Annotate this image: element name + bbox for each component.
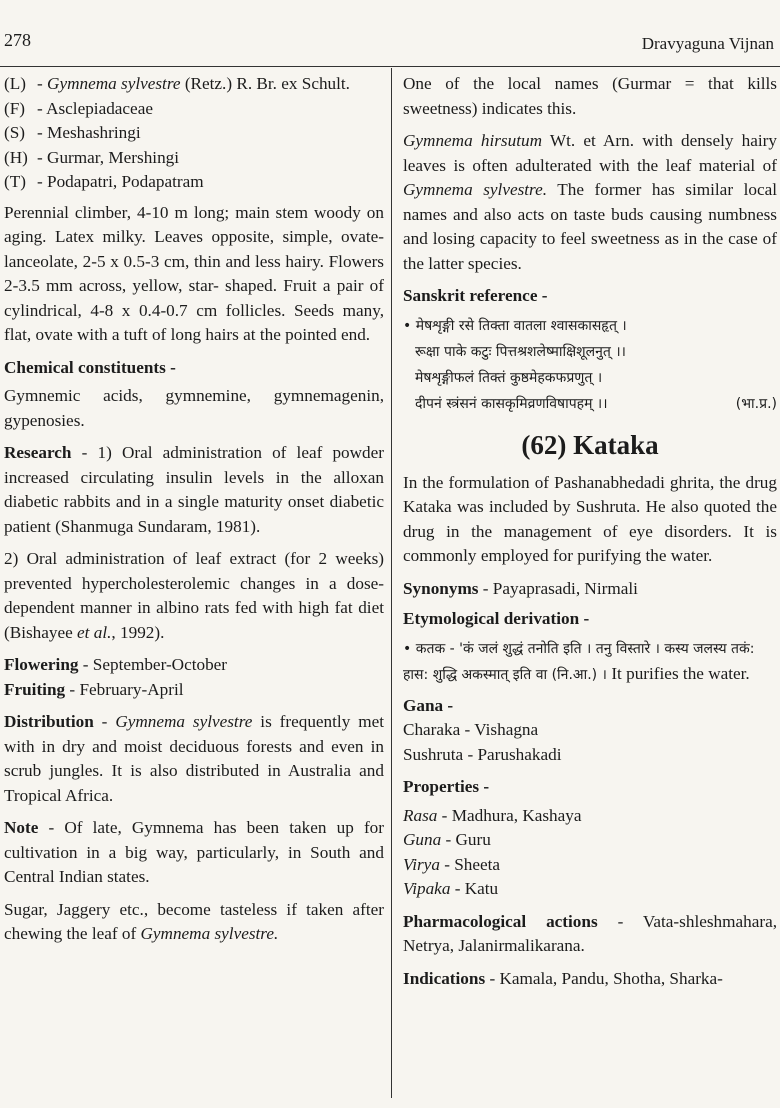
- synonym-sanskrit: (S) - Meshashringi: [4, 123, 141, 142]
- etymology-text: • कतक - 'कं जलं शुद्धं तनोति इति । तनु विस्तारे । कस्य जलस्य तकं: हास: शुद्धि अकस्मात् इति वा (नि.आ.) । It purifies the water.: [403, 640, 755, 683]
- note-paragraph: Note - Of late, Gymnema has been taken up for cultivation in a big way, particularly, in South and Central Indian states.: [4, 818, 384, 886]
- left-column: [4, 72, 384, 947]
- chemical-constituents-text: Gymnemic acids, gymnemine, gymnemagenin, gypenosies.: [4, 386, 384, 430]
- etymology-heading: Etymological derivation -: [403, 609, 590, 628]
- synonyms-line: Synonyms - Payaprasadi, Nirmali: [403, 578, 638, 598]
- flowering-line: Flowering - September-October: [4, 655, 228, 674]
- running-title: Dravyaguna Vijnan: [641, 34, 774, 53]
- sanskrit-line: मेषशृङ्गीफलं तिक्तं कुष्ठमेहकफप्रणुत् ।: [415, 369, 603, 386]
- synonym-hindi: (H) - Gurmar, Mershingi: [4, 147, 180, 167]
- chemical-constituents-heading: Chemical constituents -: [4, 357, 176, 377]
- pharmacological-actions: Pharmacological actions - Vata-shleshmahara, Netrya, Jalanirmalikarana.: [403, 911, 777, 955]
- sugar-paragraph: Sugar, Jaggery etc., become tasteless if taken after chewing the leaf of Gymnema sylvestre.: [4, 899, 384, 943]
- research-paragraph-1: Research - 1) Oral administration of leaf powder increased circulating insulin levels in the alloxan diabetic rabbits and in a single maturity onset diabetic patient (Shanmuga Sundaram, 1981).: [4, 443, 384, 536]
- property-guna: Guna - Guru: [403, 830, 491, 849]
- distribution-paragraph: Distribution - Gymnema sylvestre is frequently met with in dry and moist deciduous forests and even in scrub jungles. It is also distributed in Australia and Tropical Africa.: [4, 712, 384, 805]
- right-column: [403, 72, 777, 991]
- synonym-telugu: (T) - Podapatri, Podapatram: [4, 172, 204, 191]
- header-rule: [0, 66, 780, 67]
- sanskrit-line: रूक्षा पाके कटुः पित्तश्रशलेष्माक्षिशूलनुत् ।।: [415, 343, 626, 360]
- column-divider: [391, 68, 392, 1098]
- property-vipaka: Vipaka - Katu: [403, 879, 499, 898]
- synonym-latin: (L) - Gymnema sylvestre (Retz.) R. Br. ex Schult.: [4, 74, 350, 93]
- research-paragraph-2: 2) Oral administration of leaf extract (for 2 weeks) prevented hypercholesterolemic changes in a dose-dependent manner in albino rats fed with high fat diet (Bishayee et al., 1992).: [4, 549, 384, 642]
- sanskrit-verse: [403, 313, 777, 417]
- kataka-intro: In the formulation of Pashanabhedadi ghrita, the drug Kataka was included by Sushruta. He also quoted the drug in the management of eye disorders. It is commonly employed for purifying the water.: [403, 472, 777, 565]
- sanskrit-reference-heading: Sanskrit reference -: [403, 286, 548, 305]
- gana-charaka: Charaka - Vishagna: [403, 720, 539, 739]
- synonym-family: (F) - Asclepiadaceae: [4, 98, 153, 118]
- local-names-paragraph: One of the local names (Gurmar = that kills sweetness) indicates this.: [403, 74, 777, 118]
- property-virya: Virya - Sheeta: [403, 854, 501, 874]
- sanskrit-line-with-source: दीपनं स्त्रंसनं कासकृमिव्रणविषापहम् ।। (भा.प्र.): [403, 391, 777, 417]
- properties-heading: Properties -: [403, 777, 490, 796]
- gana-sushruta: Sushruta - Parushakadi: [403, 744, 562, 764]
- adulterant-paragraph: Gymnema hirsutum Wt. et Arn. with densely hairy leaves is often adulterated with the leaf material of Gymnema sylvestre. The former has similar local names and also acts on taste buds causing numbness and losing capacity to feel sweetness as in the case of the latter species.: [403, 131, 777, 273]
- fruiting-line: Fruiting - February-April: [4, 679, 184, 699]
- indications: Indications - Kamala, Pandu, Shotha, Sharka-: [403, 968, 723, 988]
- plant-description: Perennial climber, 4-10 m long; main stem woody on aging. Latex milky. Leaves opposite, simple, ovate-lanceolate, 2-5 x 0.5-3 cm, thin and less hairy. Flowers 2-3.5 mm across, yellow, star- shaped. Fruit a pair of cylindrical, 4-8 x 0.4-0.7 cm follicles. Seeds many, flat, ovate with a tuft of long hairs at the pointed end.: [4, 202, 384, 344]
- sanskrit-source: (भा.प्र.): [735, 395, 777, 412]
- page-number: 278: [4, 30, 31, 50]
- sanskrit-line: • मेषशृङ्गी रसे तिक्ता वातला श्वासकासहृत् ।: [403, 317, 627, 334]
- synonym-list: [4, 72, 384, 195]
- section-title: (62) Kataka: [521, 429, 659, 460]
- gana-heading: Gana -: [403, 695, 454, 715]
- property-rasa: Rasa - Madhura, Kashaya: [403, 805, 582, 825]
